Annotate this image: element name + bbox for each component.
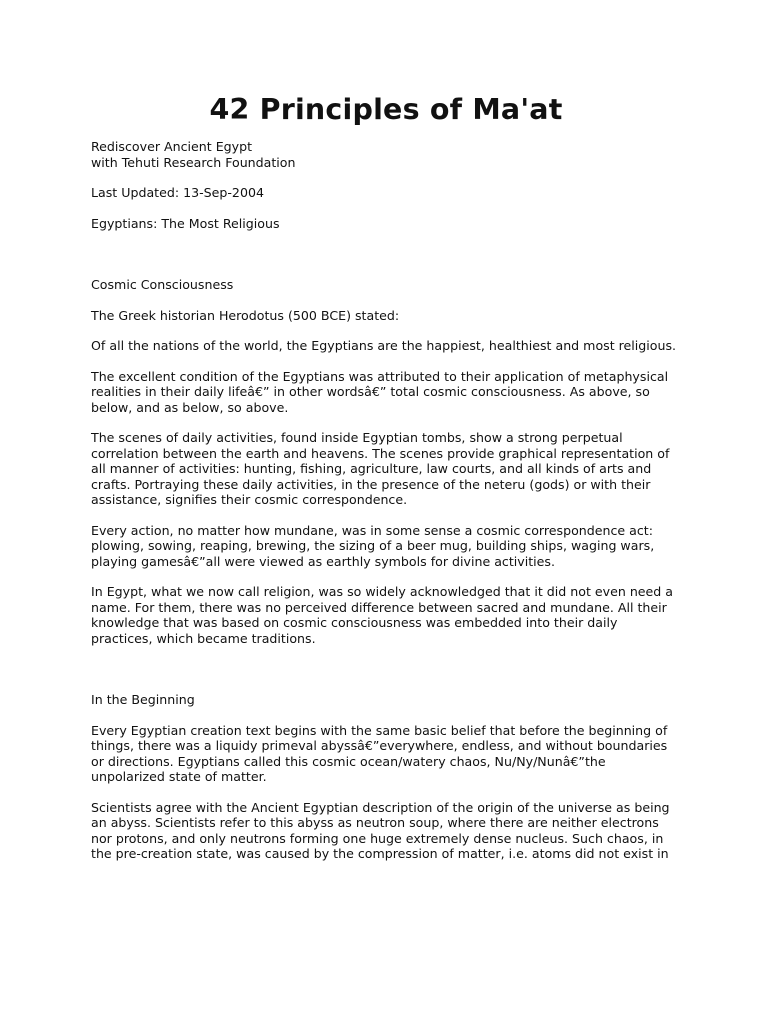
text-line: The scenes of daily activities, found inside Egyptian tombs, show a strong perpetual (91, 430, 623, 445)
text-line: plowing, sowing, reaping, brewing, the sizing of a beer mug, building ships, waging wars, (91, 538, 655, 553)
text-line: or directions. Egyptians called this cosmic ocean/watery chaos, Nu/Ny/Nunâ€”the (91, 753, 606, 769)
text-line: Every Egyptian creation text begins with the same basic belief that before the beginning of (91, 722, 668, 738)
text-line: things, there was a liquidy primeval abyssâ€”everywhere, endless, and without boundaries (91, 738, 668, 753)
text-line: all manner of activities: hunting, fishing, agriculture, law courts, and all kinds of arts and (91, 461, 652, 476)
text-line: practices, which became traditions. (91, 630, 316, 646)
paragraph-herodotus: The Greek historian Herodotus (500 BCE) stated: (91, 307, 400, 323)
paragraph-religion (91, 584, 681, 646)
paragraph-excellent-condition (91, 369, 681, 416)
text-line: crafts. Portraying these daily activities, in the presence of the neteru (gods) or with their (91, 476, 651, 492)
text-line: unpolarized state of matter. (91, 769, 267, 784)
header-line-1: Rediscover Ancient Egypt (91, 139, 253, 154)
text-line: name. For them, there was no perceived difference between sacred and mundane. All their (91, 599, 667, 615)
text-line: below, and as below, so above. (91, 399, 289, 415)
paragraph-daily-activities (91, 430, 681, 508)
section-heading-cosmic-consciousness: Cosmic Consciousness (91, 277, 234, 292)
header-block (91, 139, 681, 170)
text-line: realities in their daily lifeâ€” in other wordsâ€” total cosmic consciousness. As above, so (91, 384, 650, 399)
text-line: Every action, no matter how mundane, was in some sense a cosmic correspondence act: (91, 522, 653, 538)
section-heading-beginning: In the Beginning (91, 692, 195, 707)
text-line: the pre-creation state, was caused by the compression of matter, i.e. atoms did not exist in (91, 846, 669, 861)
text-line: The excellent condition of the Egyptians was attributed to their application of metaphysical (91, 368, 669, 384)
document-title: 42 Principles of Ma'at (209, 93, 563, 126)
paragraph-scientists (91, 800, 681, 862)
paragraph-creation-text (91, 723, 681, 785)
text-line: Scientists agree with the Ancient Egyptian description of the origin of the universe as being (91, 799, 670, 815)
last-updated: Last Updated: 13-Sep-2004 (91, 185, 264, 200)
paragraph-every-action (91, 523, 681, 570)
text-line: assistance, signifies their cosmic correspondence. (91, 492, 408, 507)
text-line: correlation between the earth and heavens. The scenes provide graphical representation of (91, 445, 670, 461)
document-page (91, 92, 681, 862)
text-line: an abyss. Scientists refer to this abyss as neutron soup, where there are neither electrons (91, 815, 659, 830)
text-line: nor protons, and only neutrons forming one huge extremely dense nucleus. Such chaos, in (91, 830, 664, 846)
header-line-2: with Tehuti Research Foundation (91, 154, 296, 170)
paragraph-quote: Of all the nations of the world, the Egyptians are the happiest, healthiest and most religious. (91, 338, 677, 353)
text-line: knowledge that was based on cosmic consciousness was embedded into their daily (91, 615, 618, 630)
section-heading-most-religious: Egyptians: The Most Religious (91, 215, 280, 231)
text-line: playing gamesâ€”all were viewed as earthly symbols for divine activities. (91, 553, 555, 569)
text-line: In Egypt, what we now call religion, was so widely acknowledged that it did not even need a (91, 584, 674, 599)
